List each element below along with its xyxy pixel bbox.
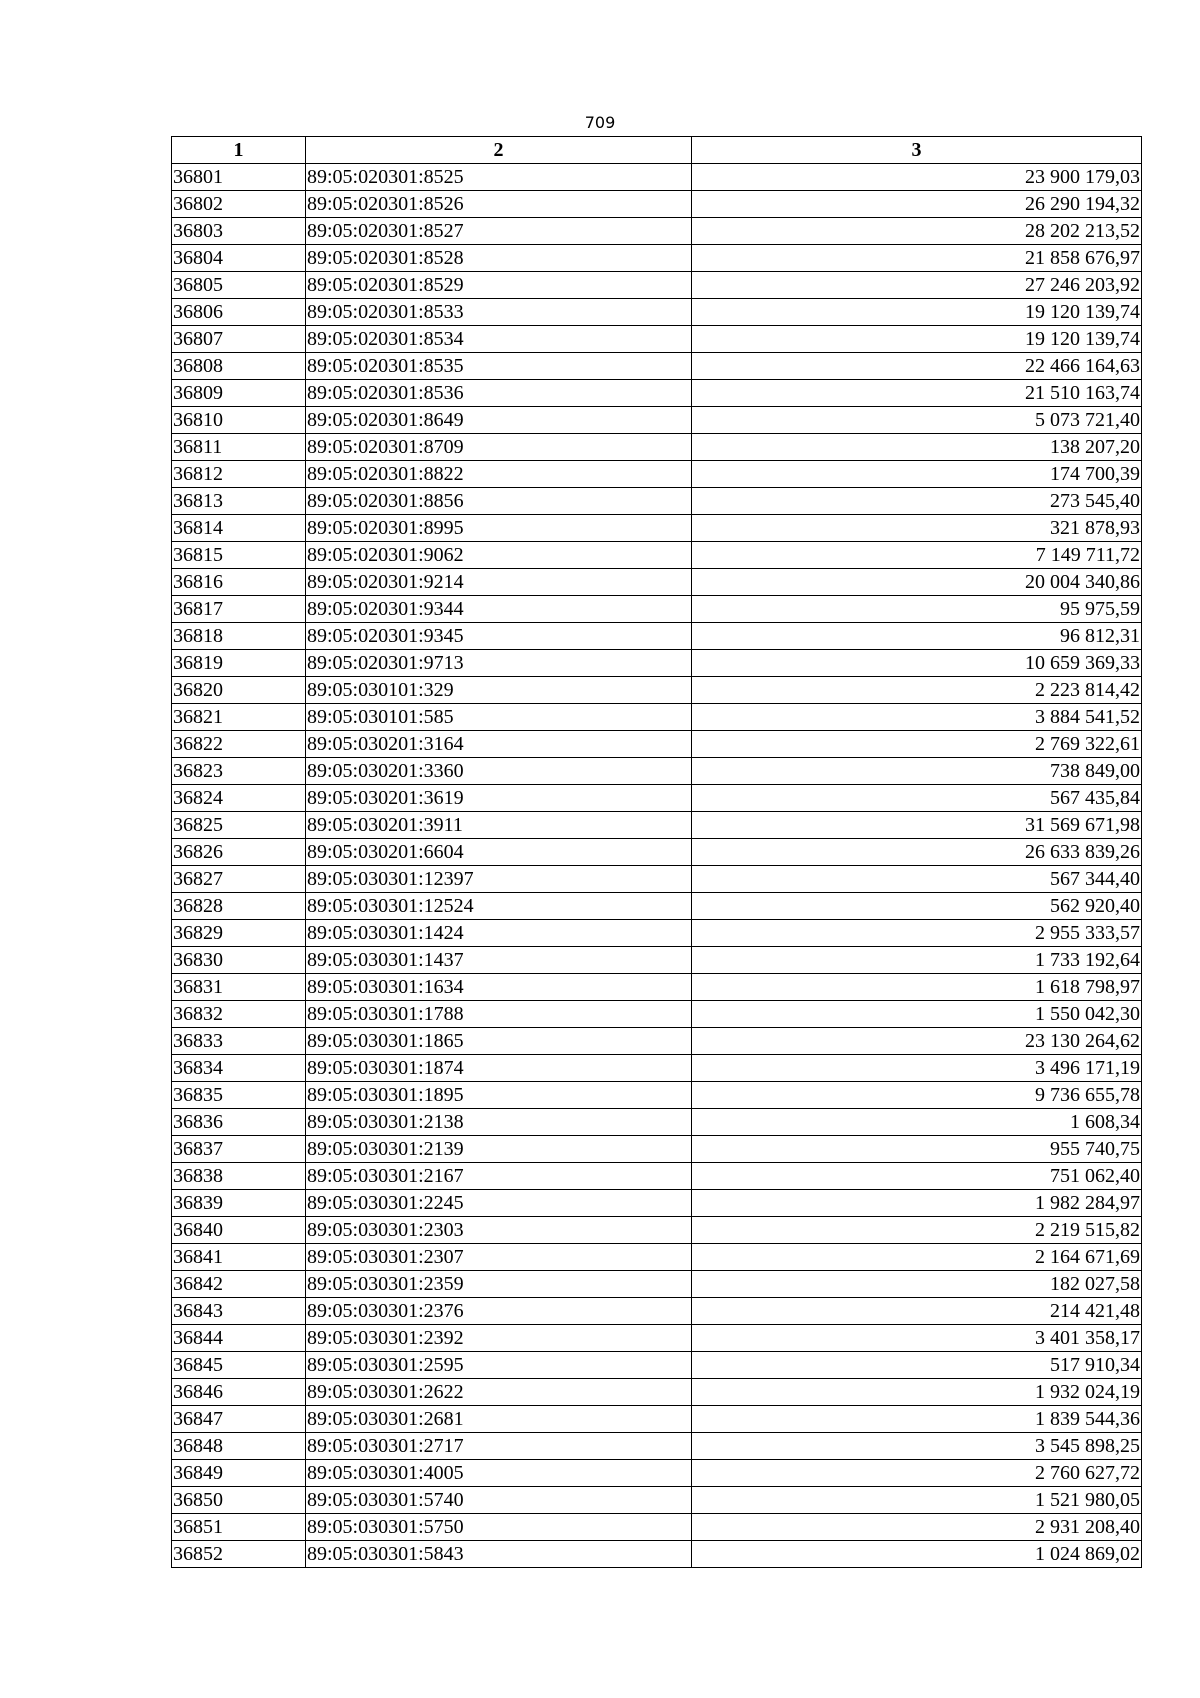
row-number: 36827 bbox=[172, 866, 306, 893]
row-number: 36818 bbox=[172, 623, 306, 650]
row-number: 36833 bbox=[172, 1028, 306, 1055]
row-number: 36852 bbox=[172, 1541, 306, 1568]
row-number: 36828 bbox=[172, 893, 306, 920]
row-number: 36805 bbox=[172, 272, 306, 299]
cadastral-value: 1 982 284,97 bbox=[692, 1190, 1142, 1217]
row-number: 36847 bbox=[172, 1406, 306, 1433]
table-row bbox=[172, 326, 1142, 353]
row-number: 36841 bbox=[172, 1244, 306, 1271]
table-body bbox=[172, 164, 1142, 1568]
cadastral-value: 138 207,20 bbox=[692, 434, 1142, 461]
cadastral-number: 89:05:020301:8709 bbox=[306, 434, 692, 461]
cadastral-number: 89:05:020301:8534 bbox=[306, 326, 692, 353]
table-row bbox=[172, 1055, 1142, 1082]
row-number: 36831 bbox=[172, 974, 306, 1001]
row-number: 36843 bbox=[172, 1298, 306, 1325]
table-row bbox=[172, 164, 1142, 191]
cadastral-value: 3 496 171,19 bbox=[692, 1055, 1142, 1082]
cadastral-number: 89:05:030301:1437 bbox=[306, 947, 692, 974]
cadastral-number: 89:05:020301:9713 bbox=[306, 650, 692, 677]
table-row bbox=[172, 461, 1142, 488]
row-number: 36848 bbox=[172, 1433, 306, 1460]
table-row bbox=[172, 1244, 1142, 1271]
table-row bbox=[172, 1109, 1142, 1136]
table-row bbox=[172, 1487, 1142, 1514]
cadastral-value: 1 618 798,97 bbox=[692, 974, 1142, 1001]
cadastral-value: 2 219 515,82 bbox=[692, 1217, 1142, 1244]
cadastral-value: 2 223 814,42 bbox=[692, 677, 1142, 704]
row-number: 36830 bbox=[172, 947, 306, 974]
cadastral-number: 89:05:020301:8528 bbox=[306, 245, 692, 272]
table-row bbox=[172, 1298, 1142, 1325]
row-number: 36812 bbox=[172, 461, 306, 488]
cadastral-number: 89:05:020301:9345 bbox=[306, 623, 692, 650]
row-number: 36826 bbox=[172, 839, 306, 866]
row-number: 36820 bbox=[172, 677, 306, 704]
column-header-2: 2 bbox=[306, 137, 692, 164]
table-row bbox=[172, 353, 1142, 380]
cadastral-number: 89:05:030301:1634 bbox=[306, 974, 692, 1001]
cadastral-number: 89:05:030201:3911 bbox=[306, 812, 692, 839]
cadastral-number: 89:05:020301:9062 bbox=[306, 542, 692, 569]
cadastral-value: 22 466 164,63 bbox=[692, 353, 1142, 380]
cadastral-number: 89:05:030301:5843 bbox=[306, 1541, 692, 1568]
table-row bbox=[172, 1028, 1142, 1055]
cadastral-value: 21 510 163,74 bbox=[692, 380, 1142, 407]
row-number: 36802 bbox=[172, 191, 306, 218]
table-row bbox=[172, 1163, 1142, 1190]
table-row bbox=[172, 272, 1142, 299]
row-number: 36842 bbox=[172, 1271, 306, 1298]
cadastral-number: 89:05:030301:1874 bbox=[306, 1055, 692, 1082]
cadastral-number: 89:05:030101:585 bbox=[306, 704, 692, 731]
cadastral-number: 89:05:020301:8995 bbox=[306, 515, 692, 542]
cadastral-number: 89:05:030301:5750 bbox=[306, 1514, 692, 1541]
row-number: 36809 bbox=[172, 380, 306, 407]
column-header-3: 3 bbox=[692, 137, 1142, 164]
cadastral-number: 89:05:030301:2595 bbox=[306, 1352, 692, 1379]
table-row bbox=[172, 1217, 1142, 1244]
table-row bbox=[172, 1136, 1142, 1163]
cadastral-value: 27 246 203,92 bbox=[692, 272, 1142, 299]
cadastral-number: 89:05:030201:6604 bbox=[306, 839, 692, 866]
table-row bbox=[172, 947, 1142, 974]
table-row bbox=[172, 623, 1142, 650]
cadastral-number: 89:05:020301:8533 bbox=[306, 299, 692, 326]
row-number: 36850 bbox=[172, 1487, 306, 1514]
table-row bbox=[172, 1460, 1142, 1487]
table-row bbox=[172, 650, 1142, 677]
row-number: 36836 bbox=[172, 1109, 306, 1136]
cadastral-value: 31 569 671,98 bbox=[692, 812, 1142, 839]
cadastral-value: 5 073 721,40 bbox=[692, 407, 1142, 434]
cadastral-value-table bbox=[171, 136, 1142, 1568]
table-row bbox=[172, 974, 1142, 1001]
table-row bbox=[172, 434, 1142, 461]
row-number: 36803 bbox=[172, 218, 306, 245]
cadastral-value: 1 839 544,36 bbox=[692, 1406, 1142, 1433]
cadastral-number: 89:05:030301:12397 bbox=[306, 866, 692, 893]
row-number: 36851 bbox=[172, 1514, 306, 1541]
cadastral-number: 89:05:030301:2167 bbox=[306, 1163, 692, 1190]
row-number: 36822 bbox=[172, 731, 306, 758]
cadastral-number: 89:05:020301:8526 bbox=[306, 191, 692, 218]
cadastral-number: 89:05:020301:8529 bbox=[306, 272, 692, 299]
row-number: 36832 bbox=[172, 1001, 306, 1028]
cadastral-number: 89:05:020301:8822 bbox=[306, 461, 692, 488]
cadastral-value: 2 955 333,57 bbox=[692, 920, 1142, 947]
table-row bbox=[172, 596, 1142, 623]
table-row bbox=[172, 191, 1142, 218]
cadastral-value: 3 884 541,52 bbox=[692, 704, 1142, 731]
table-row bbox=[172, 1541, 1142, 1568]
cadastral-value: 214 421,48 bbox=[692, 1298, 1142, 1325]
cadastral-value: 567 435,84 bbox=[692, 785, 1142, 812]
cadastral-value: 1 733 192,64 bbox=[692, 947, 1142, 974]
cadastral-number: 89:05:030101:329 bbox=[306, 677, 692, 704]
table-row bbox=[172, 920, 1142, 947]
row-number: 36806 bbox=[172, 299, 306, 326]
row-number: 36811 bbox=[172, 434, 306, 461]
row-number: 36837 bbox=[172, 1136, 306, 1163]
cadastral-value: 1 521 980,05 bbox=[692, 1487, 1142, 1514]
table-row bbox=[172, 677, 1142, 704]
cadastral-number: 89:05:020301:9344 bbox=[306, 596, 692, 623]
cadastral-value: 738 849,00 bbox=[692, 758, 1142, 785]
table-row bbox=[172, 812, 1142, 839]
row-number: 36814 bbox=[172, 515, 306, 542]
table-row bbox=[172, 245, 1142, 272]
table-row bbox=[172, 893, 1142, 920]
cadastral-number: 89:05:030301:5740 bbox=[306, 1487, 692, 1514]
cadastral-number: 89:05:030201:3164 bbox=[306, 731, 692, 758]
cadastral-value: 1 608,34 bbox=[692, 1109, 1142, 1136]
table-row bbox=[172, 1352, 1142, 1379]
row-number: 36844 bbox=[172, 1325, 306, 1352]
cadastral-number: 89:05:020301:8536 bbox=[306, 380, 692, 407]
cadastral-value: 9 736 655,78 bbox=[692, 1082, 1142, 1109]
cadastral-number: 89:05:030201:3360 bbox=[306, 758, 692, 785]
cadastral-number: 89:05:030301:2622 bbox=[306, 1379, 692, 1406]
row-number: 36819 bbox=[172, 650, 306, 677]
cadastral-value: 2 760 627,72 bbox=[692, 1460, 1142, 1487]
cadastral-number: 89:05:020301:8535 bbox=[306, 353, 692, 380]
row-number: 36823 bbox=[172, 758, 306, 785]
cadastral-value: 21 858 676,97 bbox=[692, 245, 1142, 272]
table-row bbox=[172, 1406, 1142, 1433]
cadastral-value: 751 062,40 bbox=[692, 1163, 1142, 1190]
table-row bbox=[172, 380, 1142, 407]
row-number: 36808 bbox=[172, 353, 306, 380]
cadastral-value: 273 545,40 bbox=[692, 488, 1142, 515]
row-number: 36810 bbox=[172, 407, 306, 434]
cadastral-number: 89:05:030301:2359 bbox=[306, 1271, 692, 1298]
cadastral-number: 89:05:020301:8525 bbox=[306, 164, 692, 191]
row-number: 36813 bbox=[172, 488, 306, 515]
row-number: 36846 bbox=[172, 1379, 306, 1406]
table-row bbox=[172, 1433, 1142, 1460]
row-number: 36849 bbox=[172, 1460, 306, 1487]
cadastral-value: 19 120 139,74 bbox=[692, 326, 1142, 353]
table-row bbox=[172, 839, 1142, 866]
cadastral-number: 89:05:030301:2245 bbox=[306, 1190, 692, 1217]
table-row bbox=[172, 1001, 1142, 1028]
cadastral-number: 89:05:030301:1424 bbox=[306, 920, 692, 947]
cadastral-number: 89:05:030301:2139 bbox=[306, 1136, 692, 1163]
cadastral-value: 26 633 839,26 bbox=[692, 839, 1142, 866]
cadastral-number: 89:05:030301:2681 bbox=[306, 1406, 692, 1433]
table-row bbox=[172, 1514, 1142, 1541]
cadastral-value: 567 344,40 bbox=[692, 866, 1142, 893]
table-row bbox=[172, 488, 1142, 515]
cadastral-number: 89:05:030301:2138 bbox=[306, 1109, 692, 1136]
cadastral-number: 89:05:030301:2717 bbox=[306, 1433, 692, 1460]
cadastral-value: 3 545 898,25 bbox=[692, 1433, 1142, 1460]
cadastral-number: 89:05:030301:4005 bbox=[306, 1460, 692, 1487]
cadastral-value: 7 149 711,72 bbox=[692, 542, 1142, 569]
cadastral-value: 182 027,58 bbox=[692, 1271, 1142, 1298]
row-number: 36816 bbox=[172, 569, 306, 596]
cadastral-number: 89:05:030301:2303 bbox=[306, 1217, 692, 1244]
cadastral-value: 23 900 179,03 bbox=[692, 164, 1142, 191]
cadastral-number: 89:05:030301:2307 bbox=[306, 1244, 692, 1271]
row-number: 36815 bbox=[172, 542, 306, 569]
cadastral-value: 321 878,93 bbox=[692, 515, 1142, 542]
table-row bbox=[172, 542, 1142, 569]
table-row bbox=[172, 1325, 1142, 1352]
row-number: 36845 bbox=[172, 1352, 306, 1379]
cadastral-number: 89:05:030301:12524 bbox=[306, 893, 692, 920]
cadastral-value: 95 975,59 bbox=[692, 596, 1142, 623]
table-row bbox=[172, 866, 1142, 893]
table-row bbox=[172, 1271, 1142, 1298]
cadastral-value: 19 120 139,74 bbox=[692, 299, 1142, 326]
row-number: 36821 bbox=[172, 704, 306, 731]
table-row bbox=[172, 1379, 1142, 1406]
column-header-1: 1 bbox=[172, 137, 306, 164]
cadastral-number: 89:05:030301:1865 bbox=[306, 1028, 692, 1055]
cadastral-number: 89:05:030201:3619 bbox=[306, 785, 692, 812]
cadastral-value: 10 659 369,33 bbox=[692, 650, 1142, 677]
cadastral-value: 2 164 671,69 bbox=[692, 1244, 1142, 1271]
cadastral-number: 89:05:020301:8649 bbox=[306, 407, 692, 434]
table-row bbox=[172, 785, 1142, 812]
cadastral-value: 2 769 322,61 bbox=[692, 731, 1142, 758]
cadastral-value: 1 024 869,02 bbox=[692, 1541, 1142, 1568]
cadastral-value: 1 932 024,19 bbox=[692, 1379, 1142, 1406]
table-header-row bbox=[172, 137, 1142, 164]
table-row bbox=[172, 569, 1142, 596]
row-number: 36804 bbox=[172, 245, 306, 272]
table-row bbox=[172, 704, 1142, 731]
cadastral-value: 96 812,31 bbox=[692, 623, 1142, 650]
row-number: 36835 bbox=[172, 1082, 306, 1109]
cadastral-value: 2 931 208,40 bbox=[692, 1514, 1142, 1541]
cadastral-number: 89:05:030301:1788 bbox=[306, 1001, 692, 1028]
cadastral-number: 89:05:030301:2392 bbox=[306, 1325, 692, 1352]
row-number: 36801 bbox=[172, 164, 306, 191]
table-row bbox=[172, 758, 1142, 785]
table-row bbox=[172, 731, 1142, 758]
table-row bbox=[172, 515, 1142, 542]
cadastral-value: 562 920,40 bbox=[692, 893, 1142, 920]
row-number: 36824 bbox=[172, 785, 306, 812]
table-row bbox=[172, 407, 1142, 434]
row-number: 36839 bbox=[172, 1190, 306, 1217]
cadastral-value: 955 740,75 bbox=[692, 1136, 1142, 1163]
table-row bbox=[172, 1082, 1142, 1109]
cadastral-number: 89:05:030301:2376 bbox=[306, 1298, 692, 1325]
row-number: 36825 bbox=[172, 812, 306, 839]
table-row bbox=[172, 299, 1142, 326]
row-number: 36840 bbox=[172, 1217, 306, 1244]
cadastral-value: 26 290 194,32 bbox=[692, 191, 1142, 218]
cadastral-number: 89:05:020301:8856 bbox=[306, 488, 692, 515]
row-number: 36817 bbox=[172, 596, 306, 623]
cadastral-value: 517 910,34 bbox=[692, 1352, 1142, 1379]
table-row bbox=[172, 218, 1142, 245]
cadastral-number: 89:05:020301:9214 bbox=[306, 569, 692, 596]
cadastral-value: 3 401 358,17 bbox=[692, 1325, 1142, 1352]
cadastral-number: 89:05:020301:8527 bbox=[306, 218, 692, 245]
cadastral-value: 1 550 042,30 bbox=[692, 1001, 1142, 1028]
cadastral-value: 174 700,39 bbox=[692, 461, 1142, 488]
table-row bbox=[172, 1190, 1142, 1217]
row-number: 36834 bbox=[172, 1055, 306, 1082]
cadastral-value: 28 202 213,52 bbox=[692, 218, 1142, 245]
page-number: 709 bbox=[584, 113, 616, 132]
cadastral-value: 23 130 264,62 bbox=[692, 1028, 1142, 1055]
cadastral-number: 89:05:030301:1895 bbox=[306, 1082, 692, 1109]
row-number: 36829 bbox=[172, 920, 306, 947]
row-number: 36807 bbox=[172, 326, 306, 353]
cadastral-value: 20 004 340,86 bbox=[692, 569, 1142, 596]
row-number: 36838 bbox=[172, 1163, 306, 1190]
